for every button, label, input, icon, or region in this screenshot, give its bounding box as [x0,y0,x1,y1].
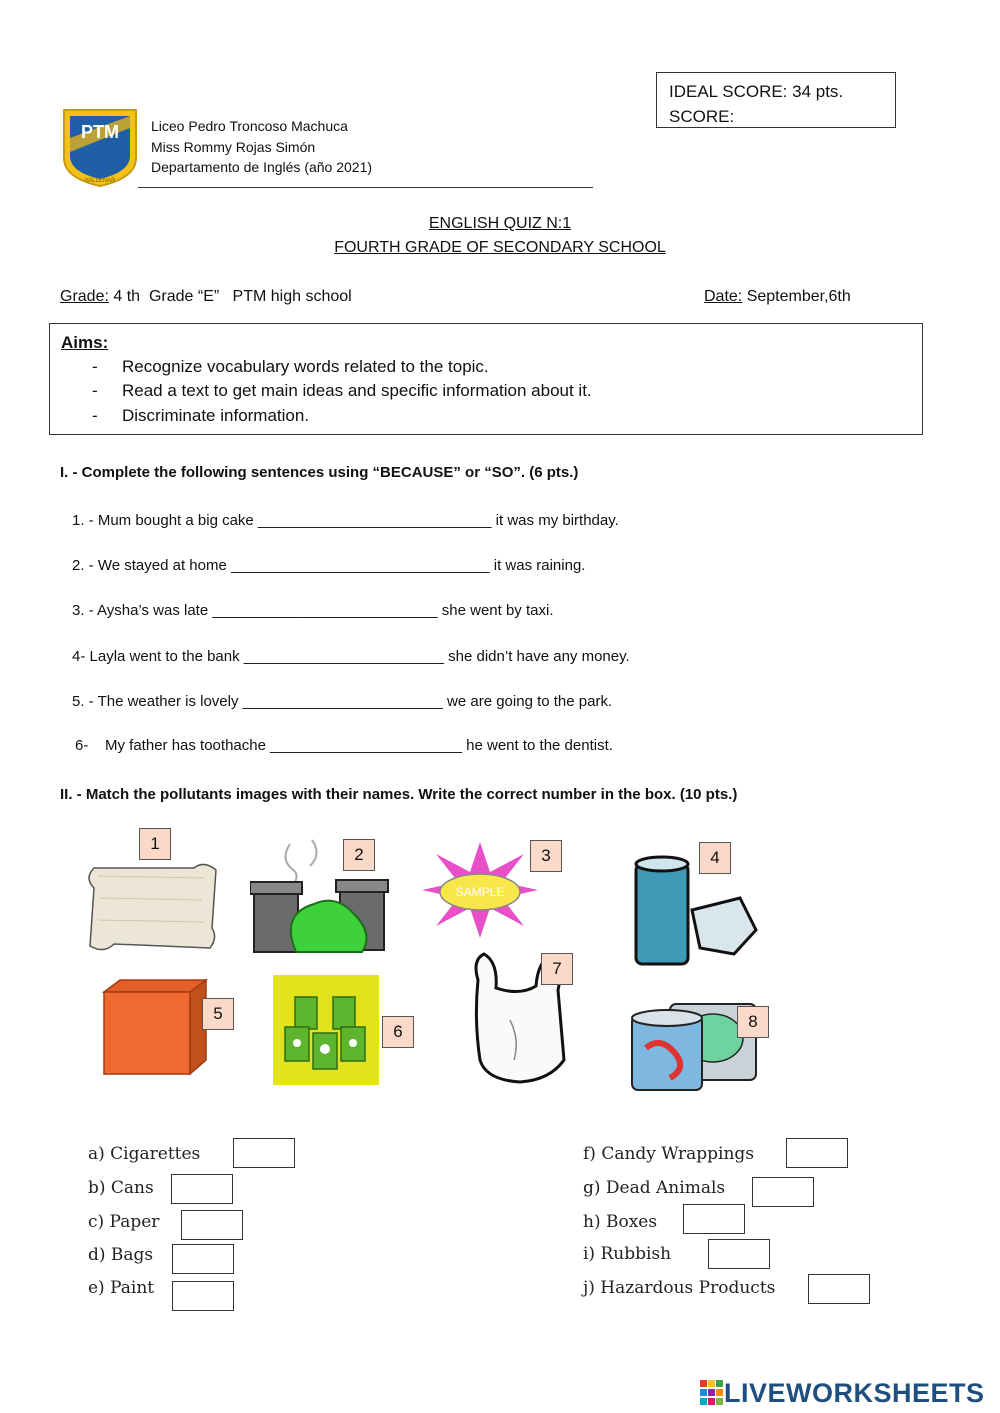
image-number-3: 3 [530,840,562,872]
option-c: c) Paper [88,1212,160,1232]
option-a: a) Cigarettes [88,1144,201,1164]
image-number-5: 5 [202,998,234,1030]
answer-box-a[interactable] [233,1138,295,1168]
answer-box-e[interactable] [172,1281,234,1311]
answer-box-c[interactable] [181,1210,243,1240]
option-b: b) Cans [88,1178,154,1198]
image-number-4: 4 [699,842,731,874]
grade-value: 4 th Grade “E” PTM high school [108,288,352,305]
option-j: j) Hazardous Products [583,1278,776,1298]
sentence-6: 6- My father has toothache _______________________ he went to the dentist. [75,737,613,754]
answer-box-f[interactable] [786,1138,848,1168]
section2-title: II. - Match the pollutants images with their names. Write the correct number in the box. (10 pts.) [60,786,738,803]
aim-item: - Discriminate information. [92,406,310,425]
answer-box-g[interactable] [752,1177,814,1207]
sentence-3: 3. - Aysha’s was late ___________________________ she went by taxi. [72,602,554,619]
ideal-score: IDEAL SCORE: 34 pts. [669,82,844,101]
answer-box-d[interactable] [172,1244,234,1274]
option-h: h) Boxes [583,1212,658,1232]
logo-text: PTM [81,122,119,142]
sentence-1: 1. - Mum bought a big cake ____________________________ it was my birthday. [72,512,619,529]
sample-text: SAMPLE [455,885,505,899]
option-d: d) Bags [88,1245,154,1265]
cans-icon [630,854,760,968]
option-e: e) Paint [88,1278,155,1298]
option-g: g) Dead Animals [583,1178,726,1198]
logo-sub: VALLENAR [84,178,116,184]
answer-box-b[interactable] [171,1174,233,1204]
sentence-4: 4- Layla went to the bank ________________________ she didn’t have any money. [72,648,630,665]
answer-box-h[interactable] [683,1204,745,1234]
option-f: f) Candy Wrappings [583,1144,755,1164]
aim-item: - Read a text to get main ideas and specific information about it. [92,381,592,400]
aims-title: Aims: [61,333,109,352]
school-info [151,116,372,178]
aim-item: - Recognize vocabulary words related to the topic. [92,357,489,376]
grade-line [60,288,352,306]
brand-text: LIVEWORKSHEETS [724,1377,985,1408]
date-value: September,6th [742,288,851,305]
option-i: i) Rubbish [583,1244,672,1264]
header-divider [138,187,593,188]
answer-box-i[interactable] [708,1239,770,1269]
school-name: Liceo Pedro Troncoso Machuca [151,118,348,134]
quiz-subtitle: FOURTH GRADE OF SECONDARY SCHOOL [334,239,666,256]
liveworksheets-brand [700,1376,985,1410]
quiz-title: ENGLISH QUIZ N:1 [428,215,572,232]
date-label: Date: [704,288,743,305]
teacher-name: Miss Rommy Rojas Simón [151,138,316,155]
image-number-7: 7 [541,953,573,985]
box-icon [100,978,210,1078]
score-label: SCORE: [669,107,735,126]
candy-wrapper-icon [420,840,540,940]
answer-box-j[interactable] [808,1274,870,1304]
image-number-8: 8 [737,1006,769,1038]
grade-label: Grade: [60,288,109,305]
sentence-2: 2. - We stayed at home _______________________________ it was raining. [72,557,586,574]
image-number-1: 1 [139,828,171,860]
department: Departamento de Inglés (año 2021) [151,159,373,175]
date-line [704,288,851,306]
image-number-2: 2 [343,839,375,871]
image-number-6: 6 [382,1016,414,1048]
paper-scroll-icon [84,858,220,954]
school-logo-icon [62,108,138,188]
hazardous-barrels-icon [273,975,379,1085]
liveworksheets-logo-icon [700,1380,724,1406]
section1-title: I. - Complete the following sentences using “BECAUSE” or “SO”. (6 pts.) [60,464,579,481]
score-box [656,72,896,128]
sentence-5: 5. - The weather is lovely ________________________ we are going to the park. [72,693,613,710]
